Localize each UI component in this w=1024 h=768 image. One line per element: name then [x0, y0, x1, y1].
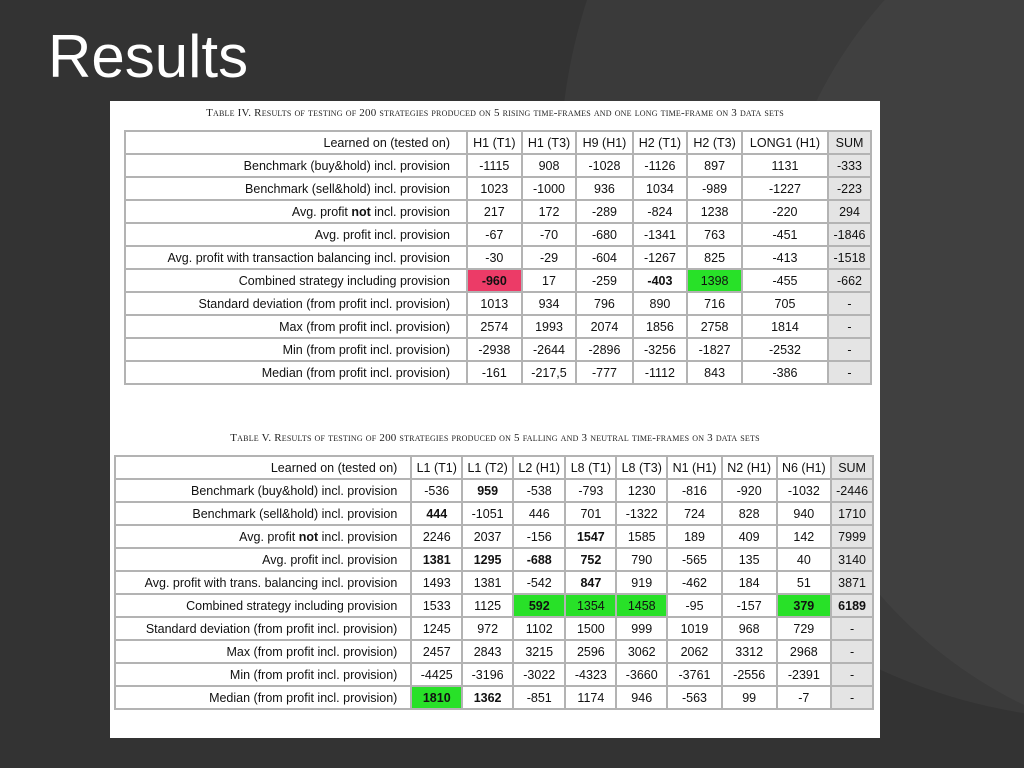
- table-cell: 908: [522, 154, 577, 177]
- table-cell-highlight-green: 592: [513, 594, 565, 617]
- table-cell: 724: [667, 502, 722, 525]
- header-cell: L1 (T1): [411, 456, 462, 479]
- table-cell: -3660: [616, 663, 667, 686]
- table-cell-bold: -688: [513, 548, 565, 571]
- row-label: Benchmark (sell&hold) incl. provision: [115, 502, 411, 525]
- table-cell: 919: [616, 571, 667, 594]
- table-cell: 828: [722, 502, 777, 525]
- table-cell: -67: [467, 223, 522, 246]
- table-cell: 2037: [462, 525, 513, 548]
- table-cell: 2246: [411, 525, 462, 548]
- table-cell: 1013: [467, 292, 522, 315]
- table-cell-sum: 7999: [831, 525, 873, 548]
- label-part: Avg. profit: [291, 204, 352, 219]
- table-cell-sum: 294: [828, 200, 871, 223]
- row-label: Avg. profit incl. provision: [125, 223, 467, 246]
- table-cell: -2644: [522, 338, 577, 361]
- row-label: Avg. profit incl. provision: [115, 548, 411, 571]
- table-cell: 2968: [777, 640, 832, 663]
- table-cell: 1814: [742, 315, 828, 338]
- table-header-row: [125, 131, 871, 154]
- table-row: [125, 338, 871, 361]
- table-cell-bold: 752: [565, 548, 616, 571]
- table-cell-bold: 1362: [462, 686, 513, 709]
- header-cell: H9 (H1): [576, 131, 632, 154]
- table-cell: 1533: [411, 594, 462, 617]
- table-cell: -1126: [633, 154, 688, 177]
- table-cell: -462: [667, 571, 722, 594]
- table-cell: -259: [576, 269, 632, 292]
- row-label: Avg. profit with trans. balancing incl. provision: [115, 571, 411, 594]
- table-row: [125, 177, 871, 200]
- table-cell: 968: [722, 617, 777, 640]
- table-cell: -538: [513, 479, 565, 502]
- header-cell: Learned on (tested on): [125, 131, 467, 154]
- table-cell: 1174: [565, 686, 616, 709]
- table-cell: 51: [777, 571, 832, 594]
- table-cell: 2758: [687, 315, 742, 338]
- table-cell: -1341: [633, 223, 688, 246]
- table-cell-sum: -: [828, 292, 871, 315]
- table-cell-highlight-green: 379: [777, 594, 832, 617]
- tables-image: [110, 101, 880, 738]
- table-cell: -2391: [777, 663, 832, 686]
- table-cell: 1493: [411, 571, 462, 594]
- table-cell: 2074: [576, 315, 632, 338]
- table-cell: 946: [616, 686, 667, 709]
- table-cell-bold: -403: [633, 269, 688, 292]
- table-cell: -565: [667, 548, 722, 571]
- table-5-caption: [110, 432, 880, 444]
- table-cell: -1051: [462, 502, 513, 525]
- table-5: [114, 455, 874, 710]
- table-cell: 1500: [565, 617, 616, 640]
- table-row-combined: [115, 594, 873, 617]
- table-cell: -2896: [576, 338, 632, 361]
- table-cell-bold: 1381: [411, 548, 462, 571]
- table-cell: 446: [513, 502, 565, 525]
- row-label: Standard deviation (from profit incl. provision): [125, 292, 467, 315]
- table-header-row: [115, 456, 873, 479]
- row-label: Min (from profit incl. provision): [115, 663, 411, 686]
- table-cell: 843: [687, 361, 742, 384]
- row-label: [125, 200, 467, 223]
- table-cell-bold: 959: [462, 479, 513, 502]
- table-cell: -289: [576, 200, 632, 223]
- table-cell: 2596: [565, 640, 616, 663]
- row-label: Benchmark (buy&hold) incl. provision: [115, 479, 411, 502]
- table-cell-sum: 6189: [831, 594, 873, 617]
- row-label: Median (from profit incl. provision): [125, 361, 467, 384]
- header-cell: H2 (T3): [687, 131, 742, 154]
- table-cell-highlight-green: 1458: [616, 594, 667, 617]
- table-cell: -824: [633, 200, 688, 223]
- table-cell: 17: [522, 269, 577, 292]
- table-cell: -455: [742, 269, 828, 292]
- table-cell-highlight-green: 1810: [411, 686, 462, 709]
- table-cell: -3256: [633, 338, 688, 361]
- table-row: [125, 292, 871, 315]
- header-cell: L8 (T3): [616, 456, 667, 479]
- table-cell: -1322: [616, 502, 667, 525]
- header-cell-sum: SUM: [831, 456, 873, 479]
- table-cell: -4425: [411, 663, 462, 686]
- table-cell: 716: [687, 292, 742, 315]
- table-cell-highlight-green: 1398: [687, 269, 742, 292]
- table-row: [115, 571, 873, 594]
- table-cell: -563: [667, 686, 722, 709]
- table-cell: -2532: [742, 338, 828, 361]
- table-cell: -1000: [522, 177, 577, 200]
- table-row: [125, 315, 871, 338]
- table-cell: -157: [722, 594, 777, 617]
- row-label: Max (from profit incl. provision): [115, 640, 411, 663]
- table-cell: 1019: [667, 617, 722, 640]
- table-cell: 1230: [616, 479, 667, 502]
- table-5-caption-text: Table V. Results of testing of 200 strategies produced on 5 falling and 3 neutral time-frames on 3 data sets: [230, 432, 760, 444]
- row-label: [115, 525, 411, 548]
- table-cell: 1131: [742, 154, 828, 177]
- table-cell: -95: [667, 594, 722, 617]
- table-cell-bold: 847: [565, 571, 616, 594]
- table-cell-sum: -: [831, 640, 873, 663]
- table-cell: -542: [513, 571, 565, 594]
- table-cell: -3196: [462, 663, 513, 686]
- table-cell: 705: [742, 292, 828, 315]
- header-cell-sum: SUM: [828, 131, 871, 154]
- table-cell: 890: [633, 292, 688, 315]
- table-cell: 135: [722, 548, 777, 571]
- row-label: Combined strategy including provision: [125, 269, 467, 292]
- header-cell: N1 (H1): [667, 456, 722, 479]
- table-cell: 897: [687, 154, 742, 177]
- table-cell: -816: [667, 479, 722, 502]
- table-cell: 99: [722, 686, 777, 709]
- table-cell: 796: [576, 292, 632, 315]
- table-cell: -1827: [687, 338, 742, 361]
- header-cell: L2 (H1): [513, 456, 565, 479]
- table-cell: -777: [576, 361, 632, 384]
- table-row: [115, 663, 873, 686]
- row-label: Min (from profit incl. provision): [125, 338, 467, 361]
- table-cell-bold: 444: [411, 502, 462, 525]
- table-cell: 1856: [633, 315, 688, 338]
- table-cell-sum: 3871: [831, 571, 873, 594]
- table-cell: -7: [777, 686, 832, 709]
- table-cell: 999: [616, 617, 667, 640]
- table-cell: -4323: [565, 663, 616, 686]
- table-cell: 217: [467, 200, 522, 223]
- table-cell: 3215: [513, 640, 565, 663]
- row-label: Max (from profit incl. provision): [125, 315, 467, 338]
- table-row: [115, 617, 873, 640]
- label-bold: not: [298, 529, 319, 544]
- table-cell: -413: [742, 246, 828, 269]
- table-4-caption-text: Table IV. Results of testing of 200 strategies produced on 5 rising time-frames and one long time-frame on 3 data sets: [206, 107, 784, 119]
- header-cell: L8 (T1): [565, 456, 616, 479]
- table-cell: 940: [777, 502, 832, 525]
- table-cell-sum: -: [831, 617, 873, 640]
- table-cell-sum: -: [831, 686, 873, 709]
- row-label: Combined strategy including provision: [115, 594, 411, 617]
- table-cell: 1245: [411, 617, 462, 640]
- row-label: Benchmark (sell&hold) incl. provision: [125, 177, 467, 200]
- table-cell: 1238: [687, 200, 742, 223]
- table-row: [115, 548, 873, 571]
- table-cell: 1023: [467, 177, 522, 200]
- table-row: [115, 479, 873, 502]
- table-cell: 172: [522, 200, 577, 223]
- table-cell: 184: [722, 571, 777, 594]
- table-cell: 1381: [462, 571, 513, 594]
- table-cell: -29: [522, 246, 577, 269]
- table-cell-highlight-red: -960: [467, 269, 522, 292]
- table-cell: 142: [777, 525, 832, 548]
- table-cell-sum: -1846: [828, 223, 871, 246]
- table-cell: -30: [467, 246, 522, 269]
- table-row: [115, 640, 873, 663]
- table-cell: 40: [777, 548, 832, 571]
- table-cell-sum: -: [828, 338, 871, 361]
- table-cell: 1034: [633, 177, 688, 200]
- table-cell: 729: [777, 617, 832, 640]
- table-cell: -793: [565, 479, 616, 502]
- table-cell-sum: -: [828, 315, 871, 338]
- table-cell: 1585: [616, 525, 667, 548]
- table-cell: -451: [742, 223, 828, 246]
- table-cell: 1125: [462, 594, 513, 617]
- table-cell: 936: [576, 177, 632, 200]
- table-cell: -920: [722, 479, 777, 502]
- table-cell: -536: [411, 479, 462, 502]
- header-cell: LONG1 (H1): [742, 131, 828, 154]
- table-cell-sum: -: [831, 663, 873, 686]
- header-cell: L1 (T2): [462, 456, 513, 479]
- table-cell: -3022: [513, 663, 565, 686]
- table-cell: -1227: [742, 177, 828, 200]
- table-cell: 2843: [462, 640, 513, 663]
- slide-title: Results: [48, 23, 249, 90]
- table-cell-highlight-green: 1354: [565, 594, 616, 617]
- row-label: Standard deviation (from profit incl. provision): [115, 617, 411, 640]
- table-cell: -3761: [667, 663, 722, 686]
- table-cell: -680: [576, 223, 632, 246]
- table-cell: -1112: [633, 361, 688, 384]
- table-row: [115, 525, 873, 548]
- table-cell: 2574: [467, 315, 522, 338]
- header-cell: H1 (T3): [522, 131, 577, 154]
- table-row: [125, 246, 871, 269]
- table-row: [125, 154, 871, 177]
- table-4-caption: [110, 107, 880, 119]
- table-cell-bold: 1547: [565, 525, 616, 548]
- table-cell: -604: [576, 246, 632, 269]
- table-cell: 3062: [616, 640, 667, 663]
- table-cell-sum: -2446: [831, 479, 873, 502]
- table-cell-sum: 3140: [831, 548, 873, 571]
- table-cell: -386: [742, 361, 828, 384]
- table-cell: -989: [687, 177, 742, 200]
- table-cell: 972: [462, 617, 513, 640]
- table-cell: 790: [616, 548, 667, 571]
- table-cell: -1032: [777, 479, 832, 502]
- table-cell: -156: [513, 525, 565, 548]
- label-part: incl. provision: [370, 204, 450, 219]
- table-cell: -161: [467, 361, 522, 384]
- label-part: incl. provision: [318, 529, 398, 544]
- table-cell: 763: [687, 223, 742, 246]
- table-cell-sum: -: [828, 361, 871, 384]
- table-cell: -217,5: [522, 361, 577, 384]
- table-cell: 3312: [722, 640, 777, 663]
- header-cell: N6 (H1): [777, 456, 832, 479]
- label-part: Avg. profit: [239, 529, 299, 544]
- label-bold: not: [351, 204, 371, 219]
- table-cell-sum: 1710: [831, 502, 873, 525]
- table-cell-sum: -1518: [828, 246, 871, 269]
- table-cell: -2938: [467, 338, 522, 361]
- table-cell: 825: [687, 246, 742, 269]
- table-row-combined: [125, 269, 871, 292]
- table-row: [115, 502, 873, 525]
- table-cell: -851: [513, 686, 565, 709]
- table-cell: -1267: [633, 246, 688, 269]
- table-cell: 1102: [513, 617, 565, 640]
- table-row: [125, 200, 871, 223]
- table-cell: -1115: [467, 154, 522, 177]
- row-label: Avg. profit with transaction balancing incl. provision: [125, 246, 467, 269]
- row-label: Median (from profit incl. provision): [115, 686, 411, 709]
- table-row: [125, 223, 871, 246]
- table-4: [124, 130, 872, 385]
- table-row: [115, 686, 873, 709]
- table-row: [125, 361, 871, 384]
- table-cell-sum: -333: [828, 154, 871, 177]
- table-cell: -220: [742, 200, 828, 223]
- table-cell: -2556: [722, 663, 777, 686]
- table-cell-sum: -223: [828, 177, 871, 200]
- header-cell: H2 (T1): [633, 131, 688, 154]
- table-cell-bold: 1295: [462, 548, 513, 571]
- row-label: Benchmark (buy&hold) incl. provision: [125, 154, 467, 177]
- table-cell-sum: -662: [828, 269, 871, 292]
- table-cell: 2457: [411, 640, 462, 663]
- table-cell: 189: [667, 525, 722, 548]
- header-cell: Learned on (tested on): [115, 456, 411, 479]
- table-cell: 409: [722, 525, 777, 548]
- table-cell: 2062: [667, 640, 722, 663]
- table-cell: 1993: [522, 315, 577, 338]
- table-cell: 934: [522, 292, 577, 315]
- header-cell: N2 (H1): [722, 456, 777, 479]
- header-cell: H1 (T1): [467, 131, 522, 154]
- table-cell: 701: [565, 502, 616, 525]
- table-cell: -70: [522, 223, 577, 246]
- table-cell: -1028: [576, 154, 632, 177]
